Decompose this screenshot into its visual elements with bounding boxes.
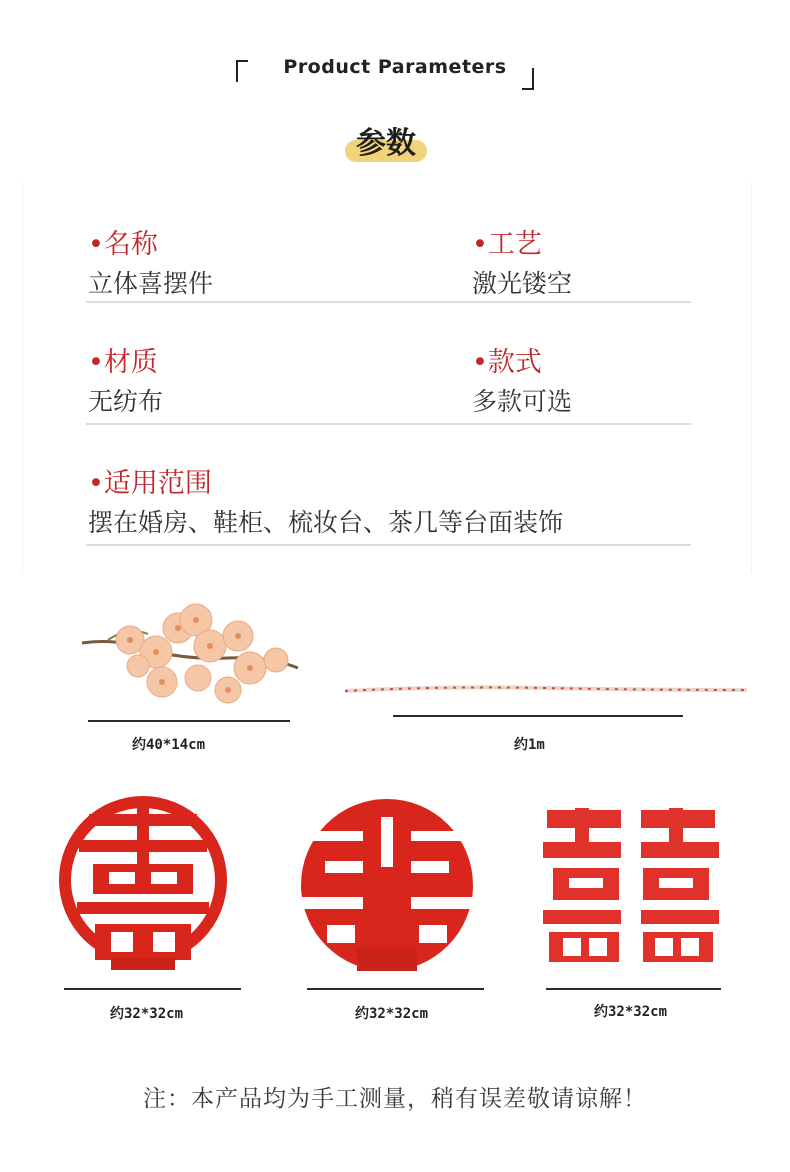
size-line — [88, 720, 290, 722]
size-line — [64, 988, 241, 990]
divider — [86, 301, 691, 303]
rope-size-caption: 约1m — [514, 737, 545, 753]
param-label-craft: •工艺 — [472, 229, 542, 260]
param-value-style: 多款可选 — [472, 387, 573, 416]
right-corner-bracket — [522, 68, 534, 90]
size-line — [546, 988, 721, 990]
param-value-name: 立体喜摆件 — [88, 269, 214, 298]
param-label-name: •名称 — [88, 229, 158, 260]
flower-size-caption: 约40*14cm — [132, 737, 206, 753]
section-title: Product Parameters — [283, 56, 507, 78]
round-xi-ornament — [297, 797, 477, 975]
xi-size-caption-1: 约32*32cm — [110, 1006, 184, 1022]
param-label-usage: •适用范围 — [88, 468, 212, 499]
square-xi-ornament — [543, 808, 719, 972]
xi-size-caption-3: 约32*32cm — [594, 1004, 668, 1020]
xi-size-caption-2: 约32*32cm — [355, 1006, 429, 1022]
section-badge: 参数 — [356, 126, 416, 161]
size-line — [307, 988, 484, 990]
param-label-style: •款式 — [472, 347, 542, 378]
rope-image — [345, 682, 747, 698]
param-value-craft: 激光镂空 — [472, 269, 573, 298]
divider — [86, 423, 691, 425]
param-label-material: •材质 — [88, 347, 158, 378]
param-value-material: 无纺布 — [88, 387, 164, 416]
divider — [86, 544, 691, 546]
measurement-note: 注：本产品均为手工测量，稍有误差敬请谅解！ — [143, 1086, 647, 1112]
size-line — [393, 715, 683, 717]
param-value-usage: 摆在婚房、鞋柜、梳妆台、茶几等台面装饰 — [88, 508, 564, 537]
flower-image — [78, 598, 303, 708]
round-frame-xi-ornament — [55, 792, 231, 976]
